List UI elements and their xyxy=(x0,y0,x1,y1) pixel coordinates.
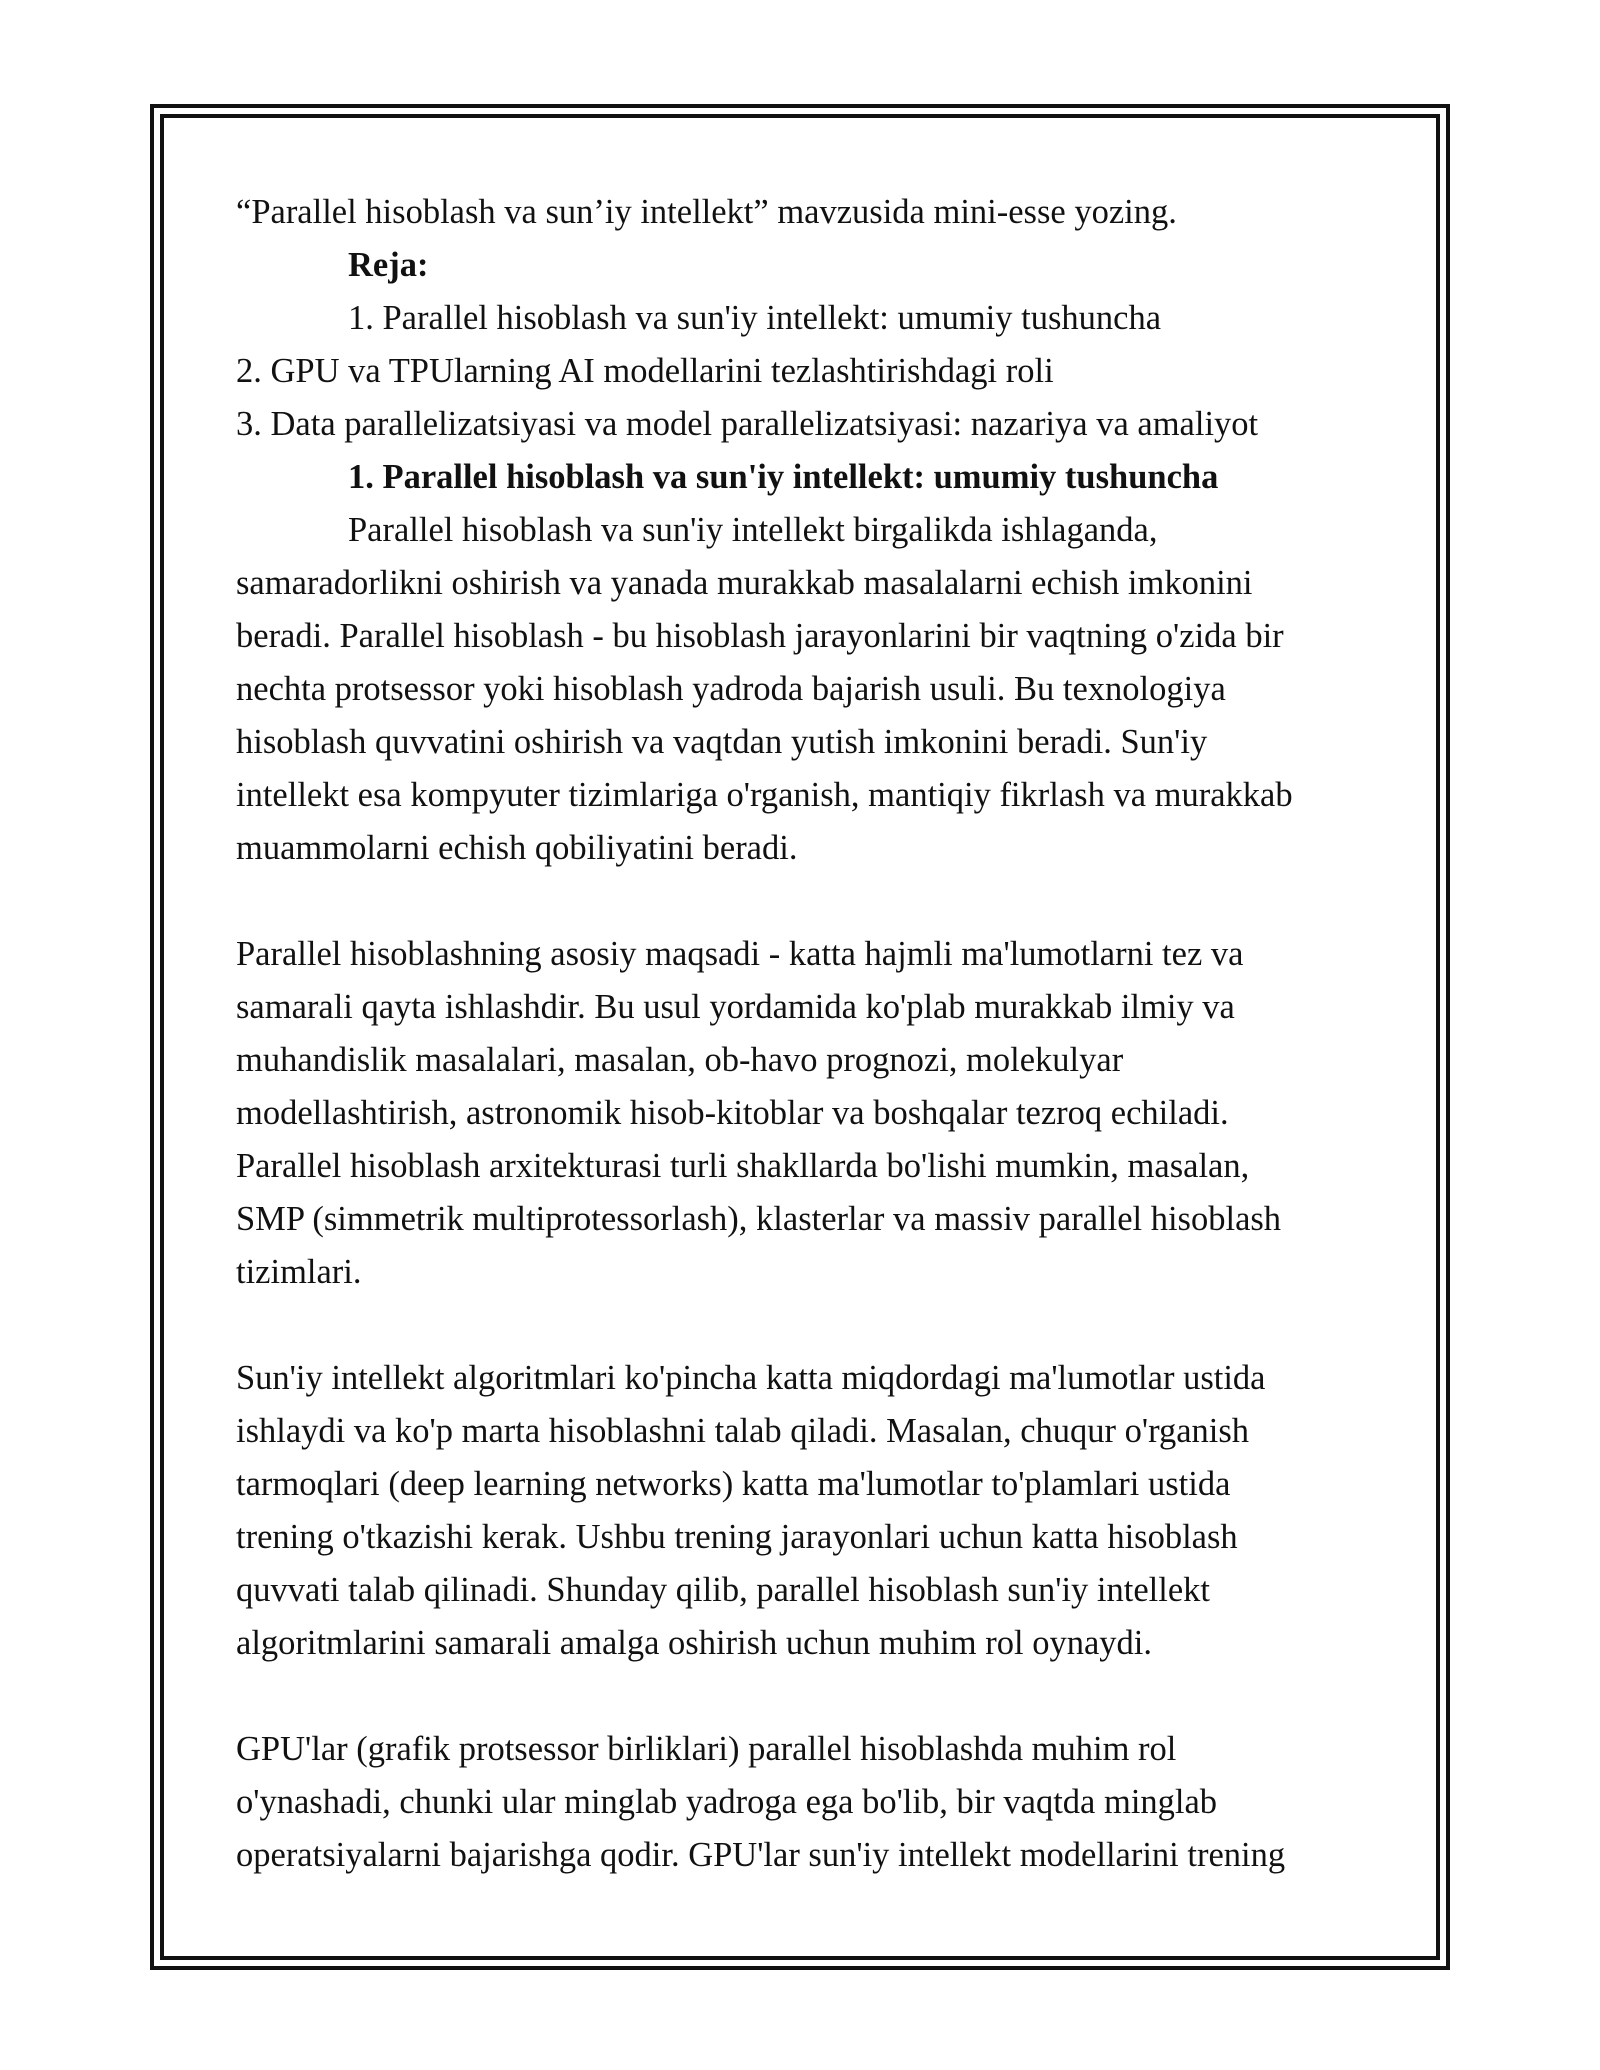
paragraph-line: Parallel hisoblash va sun'iy intellekt birgalikda ishlaganda, xyxy=(348,511,1158,549)
plan-item-2: 2. GPU va TPUlarning AI modellarini tezlashtirishdagi roli xyxy=(236,352,1054,390)
paragraph-line: operatsiyalarni bajarishga qodir. GPU'lar sun'iy intellekt modellarini trening xyxy=(236,1836,1286,1874)
section-heading: 1. Parallel hisoblash va sun'iy intellekt: umumiy tushuncha xyxy=(348,458,1219,496)
paragraph-line: GPU'lar (grafik protsessor birliklari) parallel hisoblashda muhim rol xyxy=(236,1730,1177,1768)
paragraph-line: tizimlari. xyxy=(236,1253,362,1291)
assignment-title: “Parallel hisoblash va sun’iy intellekt” mavzusida mini-esse yozing. xyxy=(236,193,1177,231)
paragraph-line: tarmoqlari (deep learning networks) katta ma'lumotlar to'plamlari ustida xyxy=(236,1465,1231,1503)
paragraph-line: muammolarni echish qobiliyatini beradi. xyxy=(236,829,798,867)
paragraph-line: Sun'iy intellekt algoritmlari ko'pincha katta miqdordagi ma'lumotlar ustida xyxy=(236,1359,1266,1397)
paragraph-line: nechta protsessor yoki hisoblash yadroda bajarish usuli. Bu texnologiya xyxy=(236,670,1226,708)
paragraph-spacer xyxy=(236,1670,1376,1723)
paragraph-spacer xyxy=(236,875,1376,928)
paragraph-4 xyxy=(236,1723,1376,1882)
paragraph-line: muhandislik masalalari, masalan, ob-havo prognozi, molekulyar xyxy=(236,1041,1124,1079)
paragraph-line: modellashtirish, astronomik hisob-kitoblar va boshqalar tezroq echiladi. xyxy=(236,1094,1229,1132)
paragraph-line: o'ynashadi, chunki ular minglab yadroga ega bo'lib, bir vaqtda minglab xyxy=(236,1783,1218,1821)
paragraph-1 xyxy=(236,504,1376,875)
plan-item-3: 3. Data parallelizatsiyasi va model parallelizatsiyasi: nazariya va amaliyot xyxy=(236,405,1259,443)
paragraph-line: trening o'tkazishi kerak. Ushbu trening jarayonlari uchun katta hisoblash xyxy=(236,1518,1238,1556)
paragraph-line: hisoblash quvvatini oshirish va vaqtdan yutish imkonini beradi. Sun'iy xyxy=(236,723,1208,761)
plan-heading: Reja: xyxy=(348,246,429,284)
paragraph-line: Parallel hisoblash arxitekturasi turli shakllarda bo'lishi mumkin, masalan, xyxy=(236,1147,1250,1185)
paragraph-2 xyxy=(236,928,1376,1299)
paragraph-line: intellekt esa kompyuter tizimlariga o'rganish, mantiqiy fikrlash va murakkab xyxy=(236,776,1293,814)
paragraph-line: beradi. Parallel hisoblash - bu hisoblash jarayonlarini bir vaqtning o'zida bir xyxy=(236,617,1284,655)
document-body xyxy=(236,186,1376,1882)
paragraph-line: ishlaydi va ko'p marta hisoblashni talab qiladi. Masalan, chuqur o'rganish xyxy=(236,1412,1250,1450)
paragraph-line: samarali qayta ishlashdir. Bu usul yordamida ko'plab murakkab ilmiy va xyxy=(236,988,1235,1026)
paragraph-line: quvvati talab qilinadi. Shunday qilib, parallel hisoblash sun'iy intellekt xyxy=(236,1571,1210,1609)
paragraph-3 xyxy=(236,1352,1376,1670)
paragraph-line: algoritmlarini samarali amalga oshirish uchun muhim rol oynaydi. xyxy=(236,1624,1152,1662)
paragraph-line: SMP (simmetrik multiprotessorlash), klasterlar va massiv parallel hisoblash xyxy=(236,1200,1282,1238)
paragraph-spacer xyxy=(236,1299,1376,1352)
plan-item-1: 1. Parallel hisoblash va sun'iy intellekt: umumiy tushuncha xyxy=(348,299,1162,337)
paragraph-line: Parallel hisoblashning asosiy maqsadi - katta hajmli ma'lumotlarni tez va xyxy=(236,935,1244,973)
paragraph-line: samaradorlikni oshirish va yanada murakkab masalalarni echish imkonini xyxy=(236,564,1253,602)
